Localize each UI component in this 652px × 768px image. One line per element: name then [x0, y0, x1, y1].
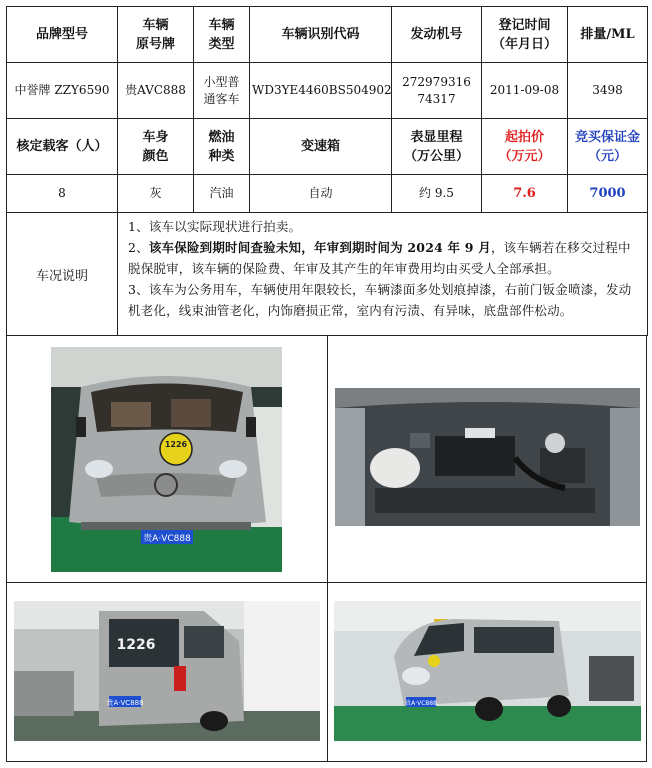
rear-number: 1226 — [116, 637, 156, 653]
condition-text — [118, 213, 648, 336]
value-mileage: 约 9.5 — [392, 175, 482, 213]
header-text: 车辆 类型 — [208, 17, 235, 52]
grid-divider-vertical — [327, 335, 328, 761]
header-deposit — [568, 119, 648, 175]
van-side-image — [334, 601, 641, 741]
header-fuel-type — [194, 119, 250, 175]
van-rear-image — [14, 601, 320, 741]
header-original-plate — [118, 7, 194, 63]
van-front-image — [51, 347, 282, 572]
value-original-plate: 贵AVC888 — [118, 63, 194, 119]
grid-divider-horizontal — [7, 582, 646, 583]
value-transmission: 自动 — [250, 175, 392, 213]
header-vin: 车辆识别代码 — [250, 7, 392, 63]
header-text: 表显里程 （万公里） — [403, 129, 469, 164]
condition-line-1: 1、该车以实际现状进行拍卖。 — [128, 219, 302, 234]
value-vehicle-type — [194, 63, 250, 119]
photo-grid — [6, 335, 647, 762]
engine-bay-image — [335, 388, 640, 526]
header-displacement: 排量/ML — [568, 7, 648, 63]
vehicle-info-table — [6, 6, 648, 336]
condition-line-2-rest: ，该车辆若在移交过程中脱保脱审，该车辆的保险费、年审及其产生的年审费用均由买受人全部承担。 — [128, 240, 631, 276]
value-deposit: 7000 — [568, 175, 648, 213]
value-engine-no — [392, 63, 482, 119]
value-brand-model: 中誉牌 ZZY6590 — [7, 63, 118, 119]
header-transmission: 变速箱 — [250, 119, 392, 175]
photo-van-side — [334, 601, 641, 741]
header-text: 燃油 种类 — [208, 129, 235, 164]
header-start-price — [482, 119, 568, 175]
condition-row — [7, 213, 648, 336]
front-badge-number: 1226 — [164, 440, 188, 449]
values-row-1 — [7, 63, 648, 119]
header-row-2 — [7, 119, 648, 175]
value-vin: WD3YE4460BS504902 — [250, 63, 392, 119]
condition-line-3: 3、该车为公务用车，车辆使用年限较长，车辆漆面多处划痕掉漆，右前门钣金喷漆，发动机老化，线束油管老化，内饰磨损正常，室内有污渍、有异味，底盘部件松动。 — [128, 282, 632, 318]
value-start-price: 7.6 — [482, 175, 568, 213]
header-engine-no: 发动机号 — [392, 7, 482, 63]
header-mileage — [392, 119, 482, 175]
header-body-color — [118, 119, 194, 175]
condition-label: 车况说明 — [7, 213, 118, 336]
condition-line-2 — [128, 237, 641, 279]
photo-van-front — [51, 347, 282, 572]
header-text: 车辆 原号牌 — [135, 17, 175, 52]
photo-engine-bay — [335, 388, 640, 526]
value-body-color: 灰 — [118, 175, 194, 213]
header-brand-model: 品牌型号 — [7, 7, 118, 63]
side-plate: 贵A·VC888 — [405, 700, 437, 707]
header-vehicle-type — [194, 7, 250, 63]
value-register-date: 2011-09-08 — [482, 63, 568, 119]
value-text: 小型普 通客车 — [203, 74, 240, 106]
rear-plate: 贵A·VC888 — [106, 699, 144, 707]
vehicle-info-sheet — [6, 6, 647, 762]
value-seats: 8 — [7, 175, 118, 213]
header-text: 车身 颜色 — [142, 129, 169, 164]
values-row-2 — [7, 175, 648, 213]
condition-line-2-bold: 该车保险到期时间查验未知，年审到期时间为 2024 年 9 月 — [148, 240, 491, 255]
value-text: 272979316 74317 — [402, 74, 471, 106]
photo-van-rear — [14, 601, 320, 741]
front-plate: 贵A·VC888 — [143, 534, 191, 544]
header-text: 登记时间 （年月日） — [491, 17, 557, 52]
header-row-1 — [7, 7, 648, 63]
header-text: 起拍价 （万元） — [498, 129, 551, 164]
header-text: 竞买保证金 （元） — [574, 129, 640, 164]
condition-line-2-prefix: 2、 — [128, 240, 149, 255]
header-register-date — [482, 7, 568, 63]
header-seats: 核定载客（人） — [7, 119, 118, 175]
value-displacement: 3498 — [568, 63, 648, 119]
value-fuel-type: 汽油 — [194, 175, 250, 213]
